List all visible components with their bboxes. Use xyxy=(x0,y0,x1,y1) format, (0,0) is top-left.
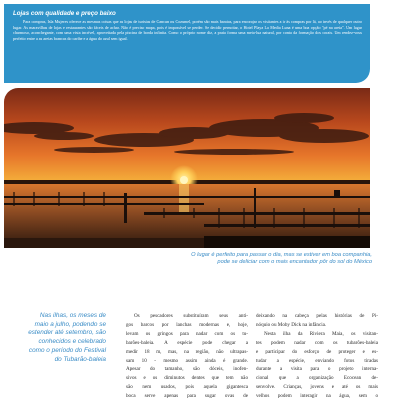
body-column-1 xyxy=(126,312,248,398)
sunset-photo xyxy=(4,88,370,248)
column-line: barões-baleia. A espécie pode chegar a xyxy=(126,339,248,346)
column-line: são nem usados, pois aquela gigantesca xyxy=(126,384,248,391)
pull-quote-line: do Tubarão-baleia xyxy=(54,355,106,363)
column-line: tudar a espécie, enviando fotos tiradas xyxy=(256,357,378,364)
column-line: levam os gringos para nadar com os tu- xyxy=(126,330,248,337)
column-line: velhos podem interagir na água, sem o xyxy=(256,393,378,398)
photo-caption xyxy=(128,252,372,267)
column-line: medir 18 m, mas, na região, não ultrapas- xyxy=(126,348,248,355)
column-line: sam 10 - mesmo assim ainda é grande. xyxy=(126,357,248,364)
caption-line: pode se deliciar com o mais encantador pôr do sol do México xyxy=(217,259,372,266)
pull-quote-line: Nas ilhas, os meses de xyxy=(39,312,106,319)
shops-box-text: Para compras, Isla Mujeres oferece as mesmas coisas que as lojas de turistas de Cancun ou Cozumel, porém são mais baratas, para encorajar os visitantes a ir às compras por lá, ao invés de qualquer outro lugar. As maravilhas de lojas e restaurantes são fáceis de achar. Não é preciso mapa, pois é impossível se perder. Se decidir pernoitar, o Hotel Playa La Media Luna é uma boa opção "pé na areia". Um lugar charmoso, aconchegante, com uma vista incrível, aproveitada pela piscina de borda infinita. Como o próprio nome diz, a praia forma uma meia-lua natural, por conta da formação dos corais. Um rendez-vous perfeito entre a as areias brancas do caribe e a água do azul sem igual. xyxy=(13,19,362,41)
shops-info-box xyxy=(4,4,370,83)
column-line: senvolve. Crianças, jovens e até os mais xyxy=(256,384,378,391)
shops-box-title: Lojas com qualidade e preço baixo xyxy=(13,10,116,17)
column-line: nóquio ou Moby Dick na infância. xyxy=(256,321,327,328)
column-line: sivos e os diminutos dentes que tem não xyxy=(126,375,248,382)
sunset-image xyxy=(4,88,370,248)
column-line: e participar do esforço de proteger e es- xyxy=(256,348,378,355)
pull-quote-line: conhecidos e celebrado xyxy=(38,338,106,346)
pull-quote xyxy=(14,312,106,364)
caption-line: O lugar é perfeito para passar o dia, mas se estiver em boa companhia, xyxy=(191,252,372,258)
pull-quote-line: como o período do Festival xyxy=(28,346,106,354)
pull-quote-line: maio a julho, podendo se xyxy=(34,320,106,328)
body-column-2 xyxy=(256,312,378,398)
column-line: tes podem nadar com os tubarões-baleia xyxy=(256,339,378,346)
column-line: Apesar do tamanho, são dóceis, inofen- xyxy=(126,366,248,373)
column-line: boca serve apenas para sugar ovas de xyxy=(126,393,248,398)
column-line: Nesta ilha da Riviera Maia, os visitan- xyxy=(264,330,378,337)
column-line: gos barcos por lanchas modernas e, hoje, xyxy=(126,321,248,328)
column-line: Os pescadores substituíram seus anti- xyxy=(134,313,248,319)
pull-quote-line: estender até setembro, são xyxy=(28,329,106,337)
column-line: deixando na cabeça pelas histórias de Pi- xyxy=(256,313,378,319)
column-line: durante a visita para o projeto interna- xyxy=(256,366,378,373)
column-line: cional que a organização Ecocean de- xyxy=(256,375,378,382)
